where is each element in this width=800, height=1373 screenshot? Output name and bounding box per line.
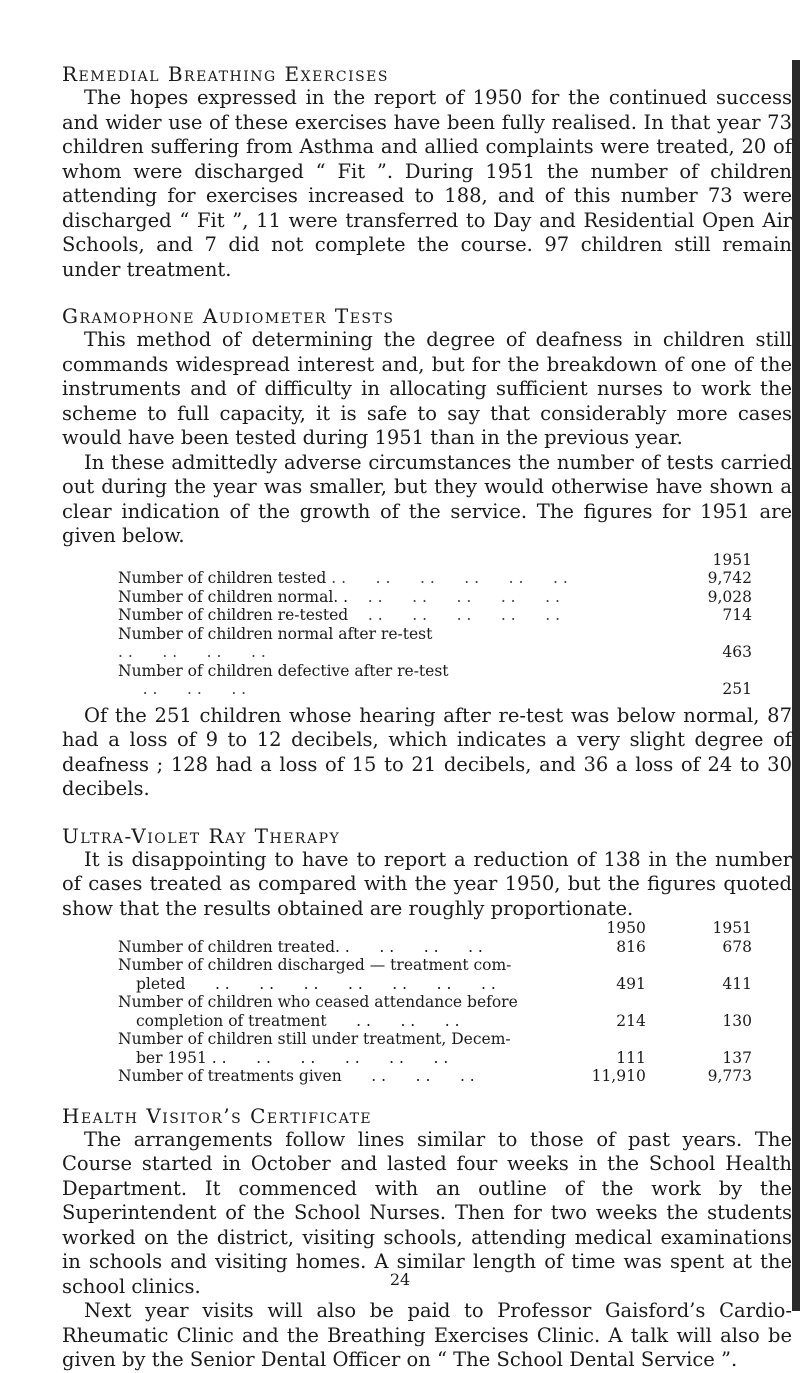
ultraviolet-table (62, 919, 752, 1086)
row-label-continued: pleted . . . . . . . . . . . . . . (136, 974, 496, 993)
row-value: 9,028 (707, 587, 752, 606)
row-value-1950: 111 (616, 1048, 646, 1067)
table-row (62, 1067, 752, 1086)
page-edge-shadow (792, 60, 800, 1311)
table-row: Number of children re-tested . . . . . . . . . . 714 (118, 606, 752, 624)
row-label: Number of children treated. . . . . . . . (118, 937, 483, 956)
ultraviolet-paragraph: It is disappointing to have to report a reduction of 138 in the number of cases treated as compared with the year 1950, but the figures quoted show that the results obtained are roughly proportionate. (62, 847, 792, 920)
table-row: Number of children tested . . . . . . . . . . . . 9,742 (118, 569, 752, 587)
page-number: 24 (389, 1270, 411, 1289)
row-value-1951: 678 (722, 937, 752, 956)
table-row: Number of children normal. . . . . . . . . . . . 9,028 (118, 587, 752, 606)
audiometer-year-header: 1951 (712, 550, 752, 569)
remedial-paragraph: The hopes expressed in the report of 1950 for the continued success and wider use of these exercises have been fully realised. In that year 73 children suffering from Asthma and allied complaints were treated, 20 of whom were discharged “ Fit ”. During 1951 the number of children attending for exercises increased to 188, and of this number 73 were discharged “ Fit ”, 11 were transferred to Day and Residential Open Air Schools, and 7 did not complete the course. 97 children still remain under treatment. (62, 86, 792, 281)
row-label: Number of children who ceased attendance before (118, 993, 518, 1011)
table-row (62, 938, 752, 957)
section-heading-gramophone: Gramophone Audiometer Tests (62, 304, 395, 328)
table-row: Number of children defective after re-test . . . . . . 251 (118, 661, 752, 698)
table-row (62, 993, 752, 1030)
gramophone-paragraph-3: Of the 251 children whose hearing after re-test was below normal, 87 had a loss of 9 to 12 decibels, which indicates a very slight degree of deafness ; 128 had a loss of 15 to 21 decibels, and 36 a loss of 24 to 30 decibels. (62, 703, 792, 800)
row-value-1950: 214 (616, 1011, 646, 1030)
row-value-1951: 130 (722, 1011, 752, 1030)
row-value-1951: 411 (722, 974, 752, 993)
row-value-1950: 11,910 (591, 1067, 646, 1085)
table-row: Number of children normal after re-test . . . . . . . . 463 (118, 624, 752, 661)
gramophone-paragraph-2: In these admittedly adverse circumstances the number of tests carried out during the year was smaller, but they would otherwise have shown a clear indication of the growth of the service. The figures for 1951 are given below. (62, 450, 792, 547)
row-label: Number of children tested (118, 569, 327, 587)
row-value-1951: 9,773 (707, 1067, 752, 1085)
document-page (62, 62, 792, 1373)
row-value: 714 (722, 606, 752, 624)
row-value-1951: 137 (722, 1048, 752, 1067)
row-value-1950: 491 (616, 974, 646, 993)
table-row (62, 956, 752, 993)
gramophone-paragraph-1: This method of determining the degree of deafness in children still commands widespread interest and, but for the breakdown of one of the instruments and of difficulty in allocating sufficient nurses to work the scheme to full capacity, it is safe to say that considerably more cases would have been tested during 1951 than in the previous year. (62, 328, 792, 449)
row-label: Number of treatments given . . . . . . (118, 1067, 475, 1085)
row-label: Number of children re-tested (118, 606, 349, 624)
uv-header-1950: 1950 (606, 919, 646, 937)
row-value-1950: 816 (616, 937, 646, 956)
row-label: Number of children normal after re-test (118, 624, 433, 643)
row-label: Number of children defective after re-test (118, 661, 449, 680)
row-label: Number of children normal. . (118, 587, 349, 606)
row-label-continued: completion of treatment . . . . . . (136, 1011, 460, 1030)
uv-header-1951: 1951 (712, 919, 752, 937)
row-label: Number of children discharged — treatment com- (118, 956, 512, 974)
row-label: Number of children still under treatment, Decem- (118, 1030, 511, 1048)
section-heading-health-visitor: Health Visitor’s Certificate (62, 1103, 373, 1128)
row-label-continued: ber 1951 . . . . . . . . . . . . (136, 1048, 449, 1067)
row-value: 251 (722, 680, 752, 698)
health-paragraph-1: The arrangements follow lines similar to those of past years. The Course started in October and lasted four weeks in the School Health Department. It commenced with an outline of the work by the Superintendent of the School Nurses. Then for two weeks the students worked on the district, visiting schools, attending medical examinations in schools and visiting homes. A similar length of time was spent at the school clinics. (62, 1127, 792, 1298)
table-row (62, 1030, 752, 1067)
section-heading-remedial: Remedial Breathing Exercises (62, 62, 389, 86)
section-heading-ultraviolet: Ultra-Violet Ray Therapy (62, 823, 341, 848)
row-value: 463 (722, 643, 752, 661)
health-paragraph-2: Next year visits will also be paid to Professor Gaisford’s Cardio-Rheumatic Clinic and the Breathing Exercises Clinic. A talk will also be given by the Senior Dental Officer on “ The School Dental Service ”. (62, 1299, 792, 1371)
row-value: 9,742 (707, 569, 752, 587)
audiometer-table (62, 551, 752, 699)
